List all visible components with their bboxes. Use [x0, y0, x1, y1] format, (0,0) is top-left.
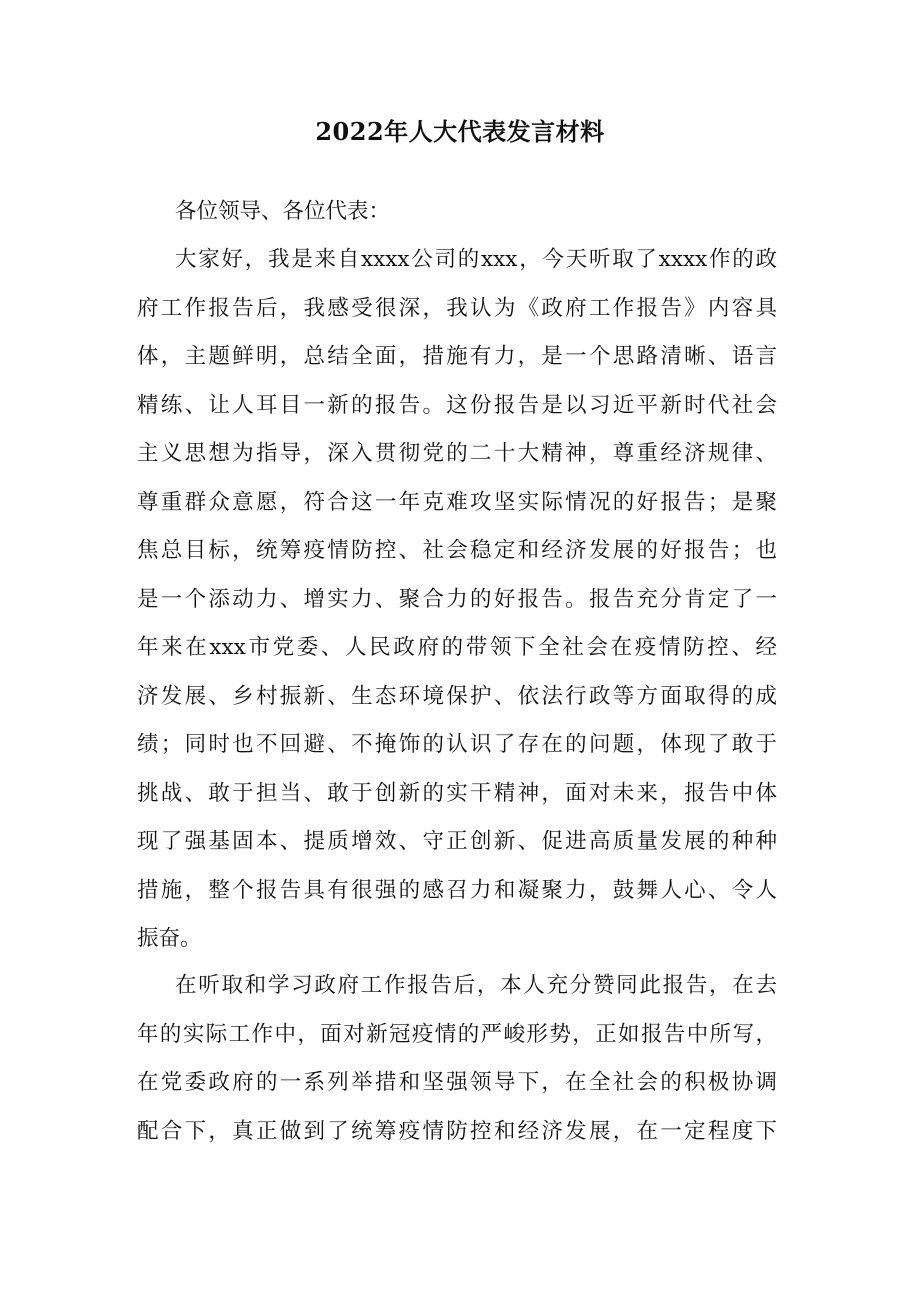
paragraph-line: 在党委政府的一系列举措和坚强领导下，在全社会的积极协调: [137, 1070, 777, 1095]
paragraph-line: 现了强基固本、提质增效、守正创新、促进高质量发展的种种: [137, 829, 777, 854]
document-title: 2022年人大代表发言材料: [315, 117, 605, 146]
salutation: [137, 188, 777, 237]
paragraph-line: 绩；同时也不回避、不掩饰的认识了存在的问题，体现了敢于: [137, 732, 777, 757]
paragraph-line: 是一个添动力、增实力、聚合力的好报告。报告充分肯定了一: [137, 586, 777, 612]
paragraph-2: [137, 962, 777, 1156]
paragraph-line: 府工作报告后，我感受很深，我认为《政府工作报告》内容具: [137, 295, 777, 321]
paragraph-line: 主义思想为指导，深入贯彻党的二十大精神，尊重经济规律、: [137, 441, 777, 466]
paragraph-line: 振奋。: [137, 926, 202, 951]
paragraph-line: 焦总目标，统筹疫情防控、社会稳定和经济发展的好报告；也: [137, 538, 777, 563]
paragraph-line: 年的实际工作中，面对新冠疫情的严峻形势，正如报告中所写，: [137, 1021, 777, 1047]
paragraph-line: 尊重群众意愿，符合这一年克难攻坚实际情况的好报告；是聚: [137, 489, 777, 515]
paragraph-line: 在听取和学习政府工作报告后，本人充分赞同此报告，在去: [175, 973, 777, 998]
paragraph-line: 精练、让人耳目一新的报告。这份报告是以习近平新时代社会: [137, 392, 777, 418]
paragraph-line: 配合下，真正做到了统筹疫情防控和经济发展，在一定程度下: [137, 1118, 777, 1144]
paragraph-line: 挑战、敢于担当、敢于创新的实干精神，面对未来，报告中体: [137, 780, 777, 806]
paragraph-line: 措施，整个报告具有很强的感召力和凝聚力，鼓舞人心、令人: [137, 877, 777, 903]
paragraph-1: [137, 236, 777, 964]
paragraph-line: 济发展、乡村振新、生态环境保护、依法行政等方面取得的成: [137, 683, 777, 709]
salutation-line: 各位领导、各位代表：: [175, 199, 391, 224]
paragraph-line: 年来在xxx市党委、人民政府的带领下全社会在疫情防控、经: [137, 635, 777, 660]
paragraph-line: 大家好，我是来自xxxx公司的xxx，今天听取了xxxx作的政: [175, 247, 777, 272]
paragraph-line: 体，主题鲜明，总结全面，措施有力，是一个思路清晰、语言: [137, 344, 777, 369]
